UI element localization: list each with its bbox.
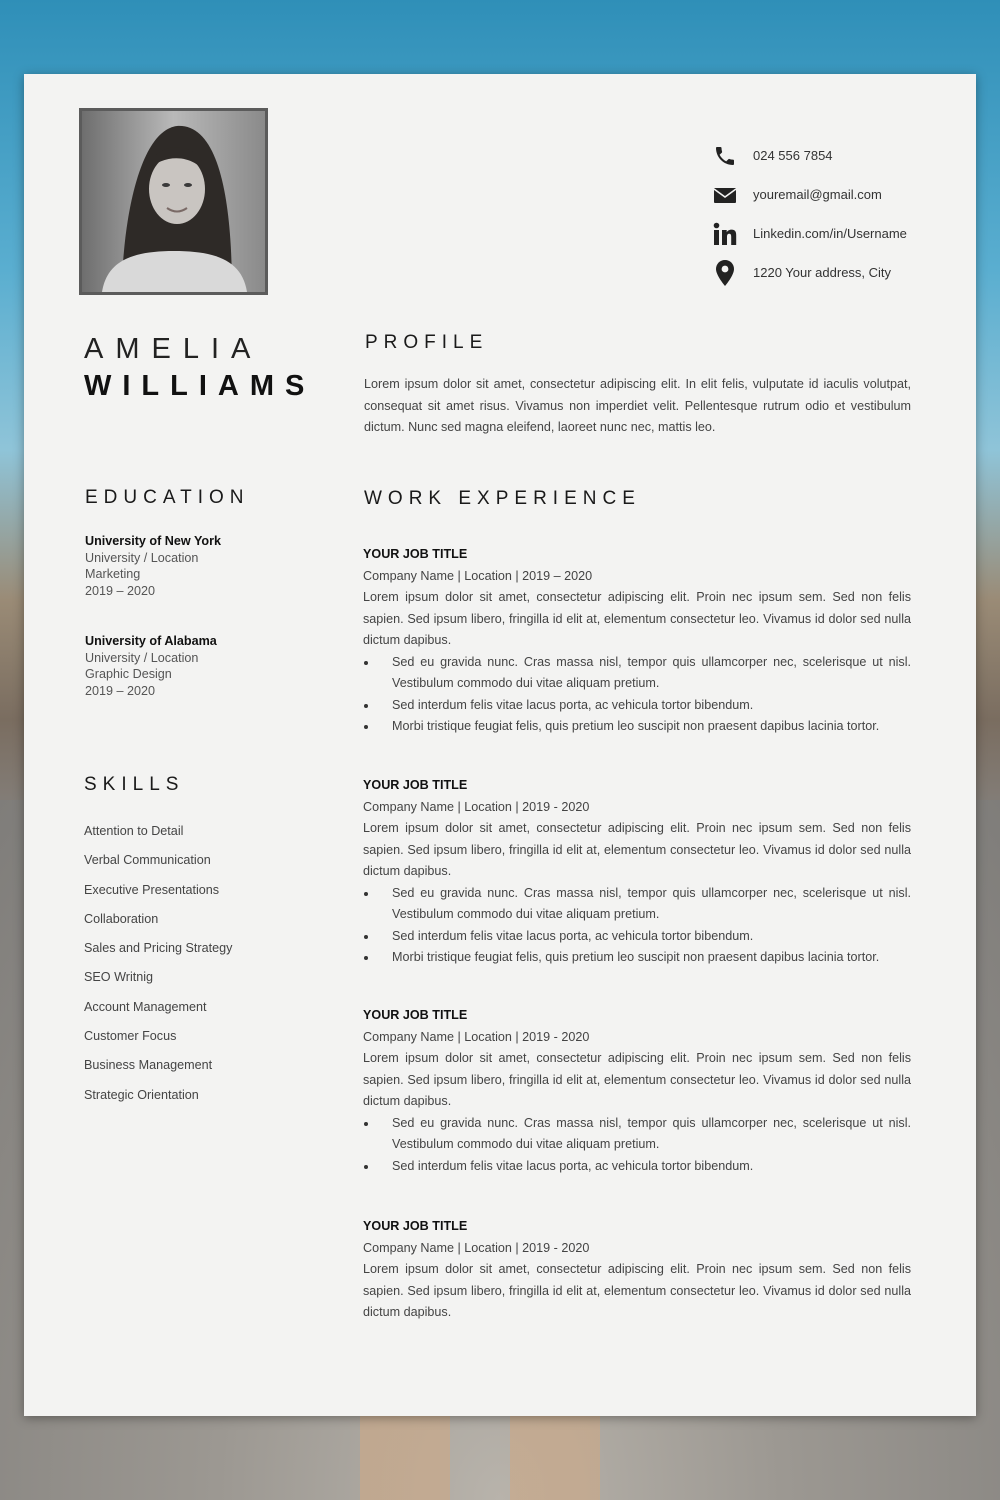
- phone-icon: [712, 143, 738, 169]
- job-description: Lorem ipsum dolor sit amet, consectetur adipiscing elit. Proin nec ipsum sem. Sed non felis sapien. Sed ipsum libero, fringilla id elit at, elementum consectetur leo. Vivamus id dolor sed nulla dictum dapibus.: [363, 1262, 911, 1319]
- job-bullets: [363, 652, 911, 738]
- job-bullet: Sed eu gravida nunc. Cras massa nisl, tempor quis ullamcorper nec, scelerisque ut nisl. Vestibulum commodo dui vitae aliquam pretium.: [363, 652, 911, 695]
- contact-address: [712, 253, 907, 292]
- job-bullet: Sed interdum felis vitae lacus porta, ac vehicula tortor bibendum.: [363, 1156, 911, 1178]
- education-school: University of Alabama: [85, 634, 217, 648]
- job-bullet: Sed interdum felis vitae lacus porta, ac vehicula tortor bibendum.: [363, 695, 911, 717]
- education-location: University / Location: [85, 650, 199, 665]
- education-heading: EDUCATION: [85, 487, 250, 508]
- skill-item: Business Management: [84, 1058, 213, 1073]
- contact-email: [712, 175, 907, 214]
- education-years: 2019 – 2020: [85, 683, 156, 698]
- job-company: Company Name | Location | 2019 - 2020: [363, 800, 590, 814]
- job-entry: [363, 543, 911, 738]
- job-bullet: Sed eu gravida nunc. Cras massa nisl, tempor quis ullamcorper nec, scelerisque ut nisl. Vestibulum commodo dui vitae aliquam pretium.: [363, 1113, 911, 1156]
- profile-text: Lorem ipsum dolor sit amet, consectetur adipiscing elit. In elit felis, vulputate id iaculis volutpat, consequat sit amet risus. Vivamus non imperdiet velit. Pellentesque rutrum odio et vestibulum dictum. Nunc sed magna eleifend, laoreet nunc nec, mattis leo.: [364, 377, 911, 434]
- skills-heading: SKILLS: [84, 774, 185, 795]
- job-bullet: Sed eu gravida nunc. Cras massa nisl, tempor quis ullamcorper nec, scelerisque ut nisl. Vestibulum commodo dui vitae aliquam pretium.: [363, 883, 911, 926]
- location-pin-icon: [712, 260, 738, 286]
- skill-item: Account Management: [84, 999, 207, 1014]
- resume-page: [24, 74, 976, 1416]
- job-description: Lorem ipsum dolor sit amet, consectetur adipiscing elit. Proin nec ipsum sem. Sed non felis sapien. Sed ipsum libero, fringilla id elit at, elementum consectetur leo. Vivamus id dolor sed nulla dictum dapibus.: [363, 821, 911, 878]
- contact-phone-text: 024 556 7854: [753, 148, 833, 163]
- job-title: YOUR JOB TITLE: [363, 1008, 468, 1022]
- education-school: University of New York: [85, 534, 222, 548]
- job-bullets: [363, 1113, 911, 1178]
- job-entry: [363, 1215, 911, 1324]
- skill-item: Customer Focus: [84, 1029, 177, 1044]
- job-bullet: Morbi tristique feugiat felis, quis pretium leo suscipit non praesent dapibus lacinia tortor.: [363, 716, 911, 738]
- education-field: Marketing: [85, 567, 141, 581]
- contact-phone: [712, 136, 907, 175]
- job-bullets: [363, 883, 911, 969]
- profile-heading: PROFILE: [365, 332, 489, 353]
- job-company: Company Name | Location | 2019 - 2020: [363, 1030, 590, 1044]
- skill-item: Verbal Communication: [84, 853, 211, 868]
- profile-photo: [79, 108, 268, 295]
- portrait-image: [82, 111, 265, 292]
- job-title: YOUR JOB TITLE: [363, 547, 468, 561]
- job-entry: [363, 774, 911, 969]
- education-location: University / Location: [85, 550, 199, 565]
- job-title: YOUR JOB TITLE: [363, 778, 468, 792]
- education-item: [85, 533, 315, 599]
- education-item: [85, 633, 315, 699]
- contact-address-text: 1220 Your address, City: [753, 265, 892, 280]
- skill-item: Executive Presentations: [84, 882, 220, 897]
- envelope-icon: [712, 182, 738, 208]
- education-years: 2019 – 2020: [85, 583, 156, 598]
- job-description: Lorem ipsum dolor sit amet, consectetur adipiscing elit. Proin nec ipsum sem. Sed non felis sapien. Sed ipsum libero, fringilla id elit at, elementum consectetur leo. Vivamus id dolor sed nulla dictum dapibus.: [363, 590, 911, 647]
- job-title: YOUR JOB TITLE: [363, 1219, 468, 1233]
- job-company: Company Name | Location | 2019 – 2020: [363, 569, 593, 583]
- first-name: AMELIA: [84, 333, 263, 365]
- job-company: Company Name | Location | 2019 - 2020: [363, 1241, 590, 1255]
- contact-linkedin-text: Linkedin.com/in/Username: [753, 226, 907, 241]
- last-name: WILLIAMS: [84, 370, 316, 402]
- linkedin-icon: [712, 221, 738, 247]
- contact-linkedin: [712, 214, 907, 253]
- skill-item: Collaboration: [84, 911, 159, 926]
- job-bullet: Morbi tristique feugiat felis, quis pretium leo suscipit non praesent dapibus lacinia tortor.: [363, 947, 911, 969]
- skill-item: Attention to Detail: [84, 824, 184, 838]
- skills-list: [84, 822, 232, 1115]
- work-experience-heading: WORK EXPERIENCE: [364, 488, 641, 509]
- skill-item: Strategic Orientation: [84, 1087, 199, 1102]
- contact-email-text: youremail@gmail.com: [753, 187, 882, 202]
- skill-item: Sales and Pricing Strategy: [84, 941, 233, 956]
- skill-item: SEO Writnig: [84, 970, 154, 985]
- education-field: Graphic Design: [85, 667, 172, 681]
- contact-list: [712, 136, 907, 292]
- job-bullet: Sed interdum felis vitae lacus porta, ac vehicula tortor bibendum.: [363, 926, 911, 948]
- job-entry: [363, 1004, 911, 1177]
- road-marking: [330, 1415, 630, 1500]
- candidate-name: [84, 332, 315, 406]
- job-description: Lorem ipsum dolor sit amet, consectetur adipiscing elit. Proin nec ipsum sem. Sed non felis sapien. Sed ipsum libero, fringilla id elit at, elementum consectetur leo. Vivamus id dolor sed nulla dictum dapibus.: [363, 1051, 911, 1108]
